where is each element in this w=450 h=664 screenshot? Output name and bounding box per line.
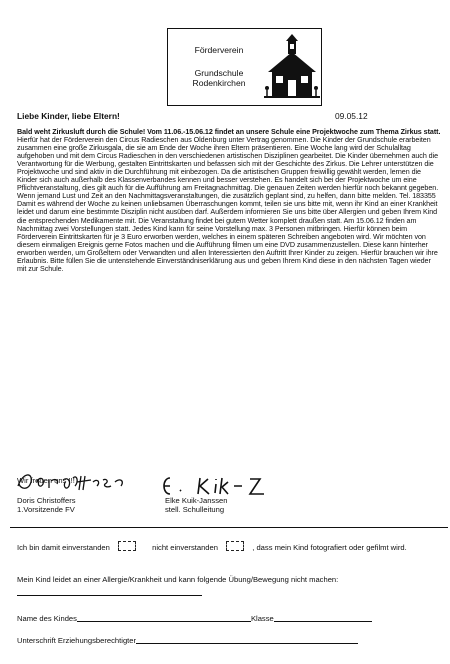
school-location: Rodenkirchen (192, 78, 246, 88)
child-name-field[interactable] (77, 621, 251, 622)
signer-name-left: Doris Christoffers (17, 496, 76, 505)
photo-consent (17, 541, 445, 553)
child-name-label: Name des Kindes (17, 614, 77, 623)
handwritten-signature-left (15, 468, 133, 494)
signer-name-right: Elke Kuik-Janssen (165, 496, 228, 505)
letter-date: 09.05.12 (335, 111, 368, 121)
class-field[interactable] (274, 621, 372, 622)
consent-yes-label: Ich bin damit einverstanden (17, 543, 110, 552)
consent-suffix: , dass mein Kind fotografiert oder gefilmt wird. (252, 543, 407, 552)
allergy-question: Mein Kind leidet an einer Allergie/Krankheit und kann folgende Übung/Bewegung nicht machen: (17, 575, 339, 584)
guardian-signature-field[interactable] (136, 643, 358, 644)
allergy-answer-field[interactable] (17, 595, 202, 596)
signer-role-right: stell. Schulleitung (165, 505, 225, 514)
class-label: Klasse (250, 614, 274, 623)
letter-body (17, 128, 442, 273)
association-name: Förderverein (194, 45, 244, 55)
school-name: Grundschule (194, 68, 244, 78)
letterhead (167, 28, 322, 106)
handwritten-signature-right (160, 474, 270, 498)
consent-yes-checkbox[interactable] (118, 541, 136, 551)
school-building-icon (264, 32, 320, 104)
letter-paragraph: Hierfür hat der Förderverein den Circus Radieschen aus Oldenburg unter Vertrag genommen. Die Kinder der Grundschule erarbeiten zusammen eine große Zirkusgala, die sie am Ende der Woche ihren Eltern präsentieren. Eine Woche lang wird der Schulalltag aufgehoben und mit dem Circus Radieschen in den verschiedenen artistischen Disziplinen gearbeitet. Die Kinder übernehmen auch die Verantwortung für die Werbung, gestalten Eintrittskarten und befassen sich mit der Geschichte des Zirkus. Die Lehrer unterstützen die Projektwoche und sind aktiv in die Durchführung mit einbezogen. Da die artistischen Gruppen freiwillig gewählt werden, lernen die Kinder sich auch außerhalb des Klassenverbandes kennen und besser verstehen. Es handelt sich bei der Projektwoche um eine Pflichtveranstaltung, dies gilt auch für die Aufführung am Freitagnachmittag. Die genauen Zeiten werden hierfür noch bekannt gegeben. Wenn jemand Lust und Zeit an den Nachmittagsveranstaltungen, die zusätzlich geplant sind, zu helfen, dann bitte melden. Tel. 183355 Damit es während der Woche zu keinen unliebsamen Überraschungen kommt, teilen sie uns bitte mit, wenn ihr Kind an einer Krankheit leidet und darum eine bestimmte Disziplin nicht ausüben darf. Außerdem informieren Sie uns bitte über Allergien und geben Ihrem Kind die entsprechenden Medikamente mit. Die Veranstaltung findet bei gutem Wetter komplett draußen statt. Am 15.06.12 finden am Nachmittag zwei Vorstellungen statt. Jedes Kind kann für seine Vorstellung max. 3 Personen mitbringen. Hierfür können beim Förderverein Eintrittskarten für je 3 Euro erworben werden, welches in einem späteren Schreiben angeboten wird. Wir möchten von diesem einmaligen Ereignis gerne Fotos machen und die Aufführung filmen um eine DVD zusammenzustellen. Diese kann hinterher erworben werden, um Großeltern oder Verwandten und allen Interessierten den Auftritt Ihrer Kinder zu zeigen. Hierfür brauchen wir ihre Erlaubnis. Bitte füllen Sie die untenstehende Einverständniserklärung aus und geben Ihrem Kind diese in den nächsten Tagen wieder mit zur Schule. (17, 136, 439, 273)
guardian-signature-label: Unterschrift Erziehungsberechtigter (17, 636, 137, 645)
salutation: Liebe Kinder, liebe Eltern! (17, 111, 120, 121)
closing-line: Wir freuen uns !!! (17, 476, 75, 485)
consent-no-checkbox[interactable] (226, 541, 244, 551)
form-divider (10, 527, 448, 528)
child-info-row (17, 614, 372, 623)
consent-no-label: nicht einverstanden (152, 543, 218, 552)
signature-block-right (165, 496, 227, 514)
letter-intro: Bald weht Zirkusluft durch die Schule! Vom 11.06.-15.06.12 findet an unsere Schule eine Projektwoche zum Thema Zirkus statt. (17, 128, 441, 136)
guardian-signature-row (17, 636, 358, 645)
signer-role-left: 1.Vorsitzende FV (17, 505, 75, 514)
